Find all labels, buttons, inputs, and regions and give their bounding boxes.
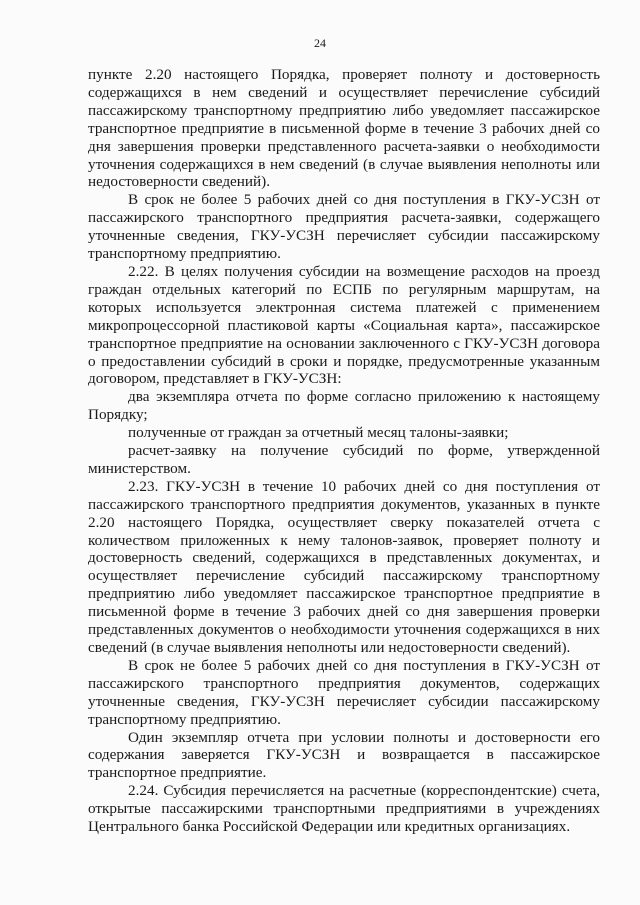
document-body: [88, 66, 600, 836]
list-item-coupons: полученные от граждан за отчетный месяц талоны-заявки;: [128, 424, 509, 442]
paragraph-2-23: 2.23. ГКУ-УСЗН в течение 10 рабочих дней со дня поступления от пассажирского транспортного предприятия документов, указанных в пункте 2.20 настоящего Порядка, осуществляет сверку показателей отчета с количеством приложенных к нему талонов-заявок, проверяет полноту и достоверность сведений, содержащихся в представленных документах, и осуществляет перечисление субсидий пассажирскому транспортному предприятию либо уведомляет пассажирское транспортное предприятие в письменной форме в течение 3 рабочих дней со дня завершения проверки представленных документов о необходимости уточнения содержащихся в них сведений (в случае выявления неполноты или недостоверности сведений).: [88, 477, 600, 656]
paragraph-2-22: 2.22. В целях получения субсидии на возмещение расходов на проезд граждан отдельных категорий по ЕСПБ по регулярным маршрутам, на которых используется электронная система платежей с применением микропроцессорной пластиковой карты «Социальная карта», пассажирское транспортное предприятие на основании заключенного с ГКУ-УСЗН договора о предоставлении субсидий в сроки и порядке, предусмотренные указанным договором, представляет в ГКУ-УСЗН:: [88, 262, 600, 388]
page-number: 24: [314, 36, 326, 50]
paragraph-continuation: пункте 2.20 настоящего Порядка, проверяет полноту и достоверность содержащихся в нем сведений и осуществляет перечисление субсидий пассажирскому транспортному предприятию либо уведомляет пассажирское транспортное предприятие в письменной форме в течение 3 рабочих дней со дня завершения проверки представленного расчета-заявки о необходимости уточнения содержащихся в нем сведений (в случае выявления неполноты или недостоверности сведений).: [88, 66, 600, 191]
paragraph-term-documents: В срок не более 5 рабочих дней со дня поступления в ГКУ-УСЗН от пассажирского транспортного предприятия документов, содержащих уточненные сведения, ГКУ-УСЗН перечисляет субсидии пассажирскому транспортному предприятию.: [88, 656, 600, 728]
paragraph-term-recalculation: В срок не более 5 рабочих дней со дня поступления в ГКУ-УСЗН от пассажирского транспортного предприятия расчета-заявки, содержащего уточненные сведения, ГКУ-УСЗН перечисляет субсидии пассажирскому транспортному предприятию.: [88, 191, 600, 263]
list-item-report-copies: два экземпляра отчета по форме согласно приложению к настоящему Порядку;: [88, 388, 600, 424]
paragraph-report-copy: Один экземпляр отчета при условии полноты и достоверности его содержания заверяется ГКУ-УСЗН и возвращается в пассажирское транспортное предприятие.: [88, 728, 600, 782]
paragraph-2-24: 2.24. Субсидия перечисляется на расчетные (корреспондентские) счета, открытые пассажирскими транспортными предприятиями в учреждениях Центрального банка Российской Федерации или кредитных организациях.: [88, 782, 600, 836]
list-item-calculation-request: расчет-заявку на получение субсидий по форме, утвержденной министерством.: [88, 442, 600, 477]
